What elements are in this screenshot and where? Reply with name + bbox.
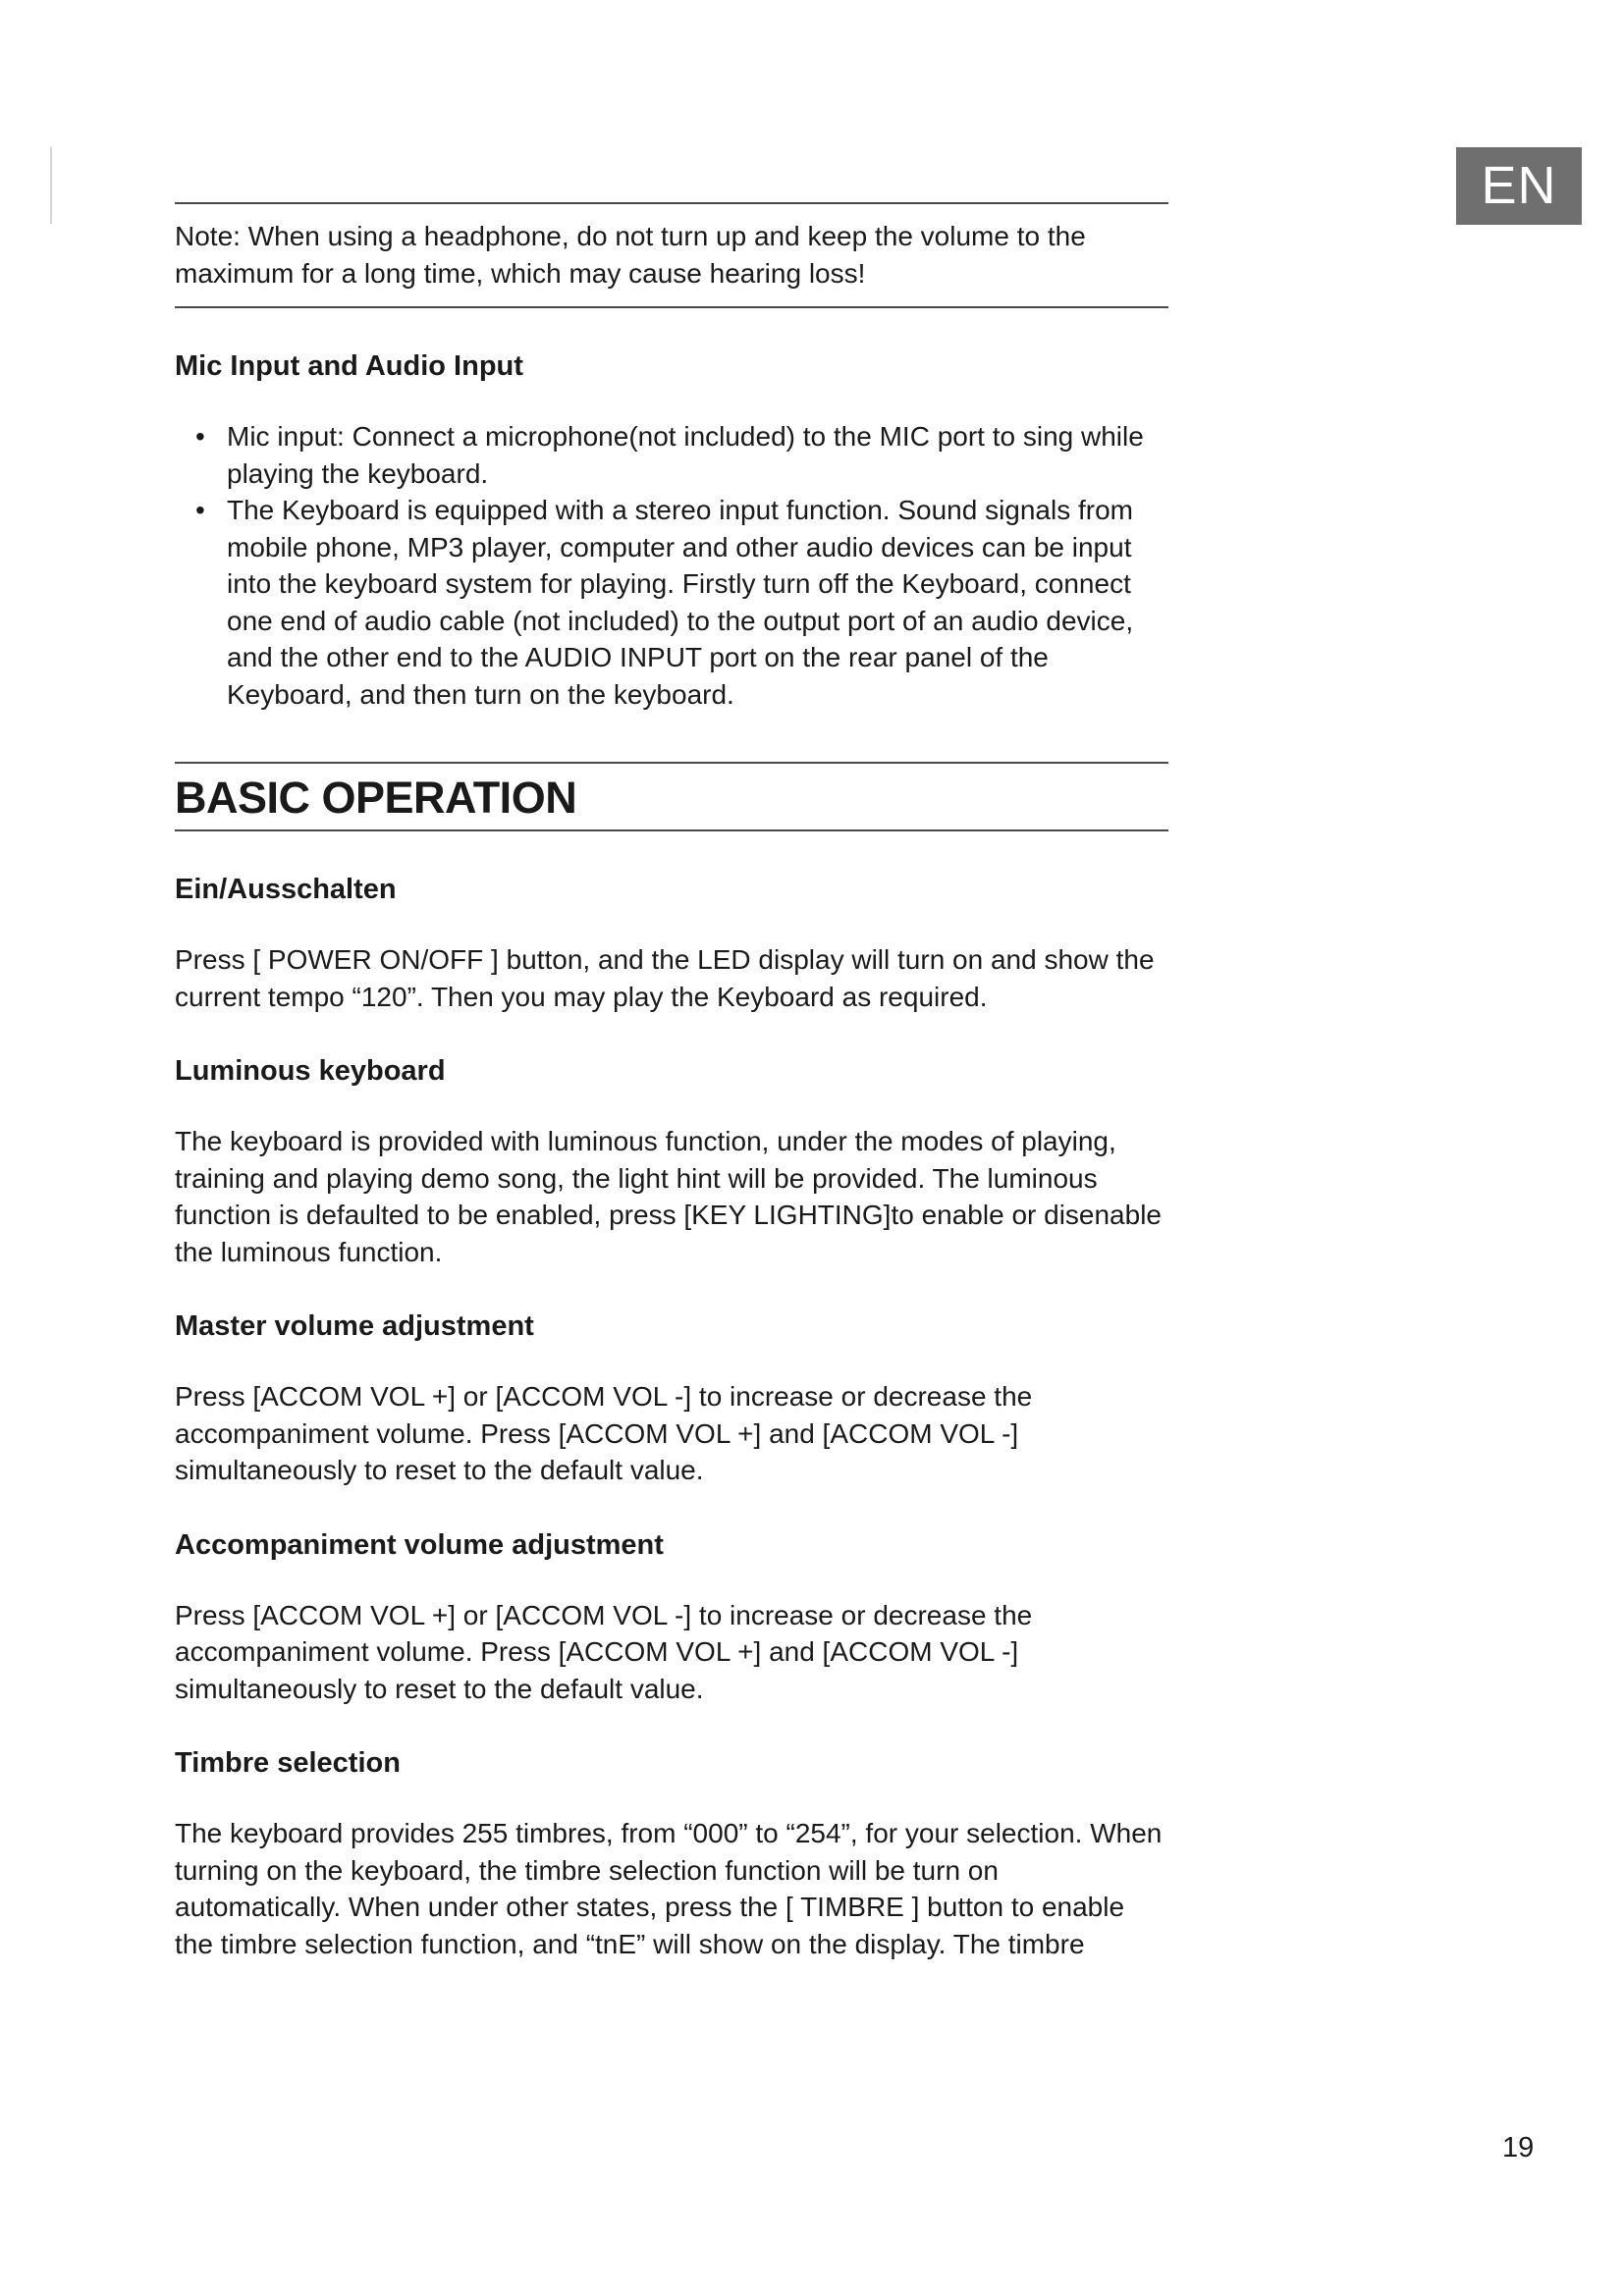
accompaniment-volume-heading: Accompaniment volume adjustment [175, 1528, 664, 1561]
mic-section-heading: Mic Input and Audio Input [175, 350, 523, 382]
list-item [175, 418, 1168, 492]
timbre-heading: Timbre selection [175, 1747, 401, 1779]
page-content [175, 202, 1168, 1962]
margin-line [50, 147, 52, 224]
timbre-body: The keyboard provides 255 timbres, from “000” to “254”, for your selection. When turning on the keyboard, the timbre selection function will be turn on automatically. When under other states, press the [ TIMBRE ] button to enable the timbre selection function, and “tnE” will show on the display. The timbre [175, 1818, 1163, 1959]
list-item [175, 492, 1168, 713]
language-badge: EN [1456, 147, 1582, 225]
list-item-text: The Keyboard is equipped with a stereo input function. Sound signals from mobile phone, MP3 player, computer and other audio devices can be input into the keyboard system for playing. Firstly turn off the Keyboard, connect one end of audio cable (not included) to the output port of an audio device, and the other end to the AUDIO INPUT port on the rear panel of the Keyboard, and then turn on the keyboard. [227, 495, 1134, 710]
master-volume-body: Press [ACCOM VOL +] or [ACCOM VOL -] to increase or decrease the accompaniment volume. Press [ACCOM VOL +] and [ACCOM VOL -] simultaneously to reset to the default value. [175, 1381, 1033, 1485]
power-body: Press [ POWER ON/OFF ] button, and the LED display will turn on and show the current tempo “120”. Then you may play the Keyboard as required. [175, 944, 1155, 1012]
bullet-icon: • [195, 495, 205, 525]
power-heading: Ein/Ausschalten [175, 874, 397, 905]
headphone-note: Note: When using a headphone, do not turn up and keep the volume to the maximum for a long time, which may cause hearing loss! [175, 202, 1168, 308]
bullet-icon: • [195, 421, 205, 452]
luminous-body: The keyboard is provided with luminous function, under the modes of playing, training and playing demo song, the light hint will be provided. The luminous function is defaulted to be enabled, press [KEY LIGHTING]to enable or disenable the luminous function. [175, 1126, 1162, 1267]
section-title: BASIC OPERATION [175, 773, 577, 823]
master-volume-heading: Master volume adjustment [175, 1310, 534, 1342]
luminous-heading: Luminous keyboard [175, 1055, 446, 1087]
accompaniment-volume-body: Press [ACCOM VOL +] or [ACCOM VOL -] to increase or decrease the accompaniment volume. Press [ACCOM VOL +] and [ACCOM VOL -] simultaneously to reset to the default value. [175, 1599, 1033, 1704]
page-number: 19 [1502, 2132, 1535, 2163]
mic-section-list [175, 418, 1168, 713]
list-item-text: Mic input: Connect a microphone(not included) to the MIC port to sing while playing the keyboard. [227, 421, 1144, 489]
section-title-box [175, 762, 1168, 831]
